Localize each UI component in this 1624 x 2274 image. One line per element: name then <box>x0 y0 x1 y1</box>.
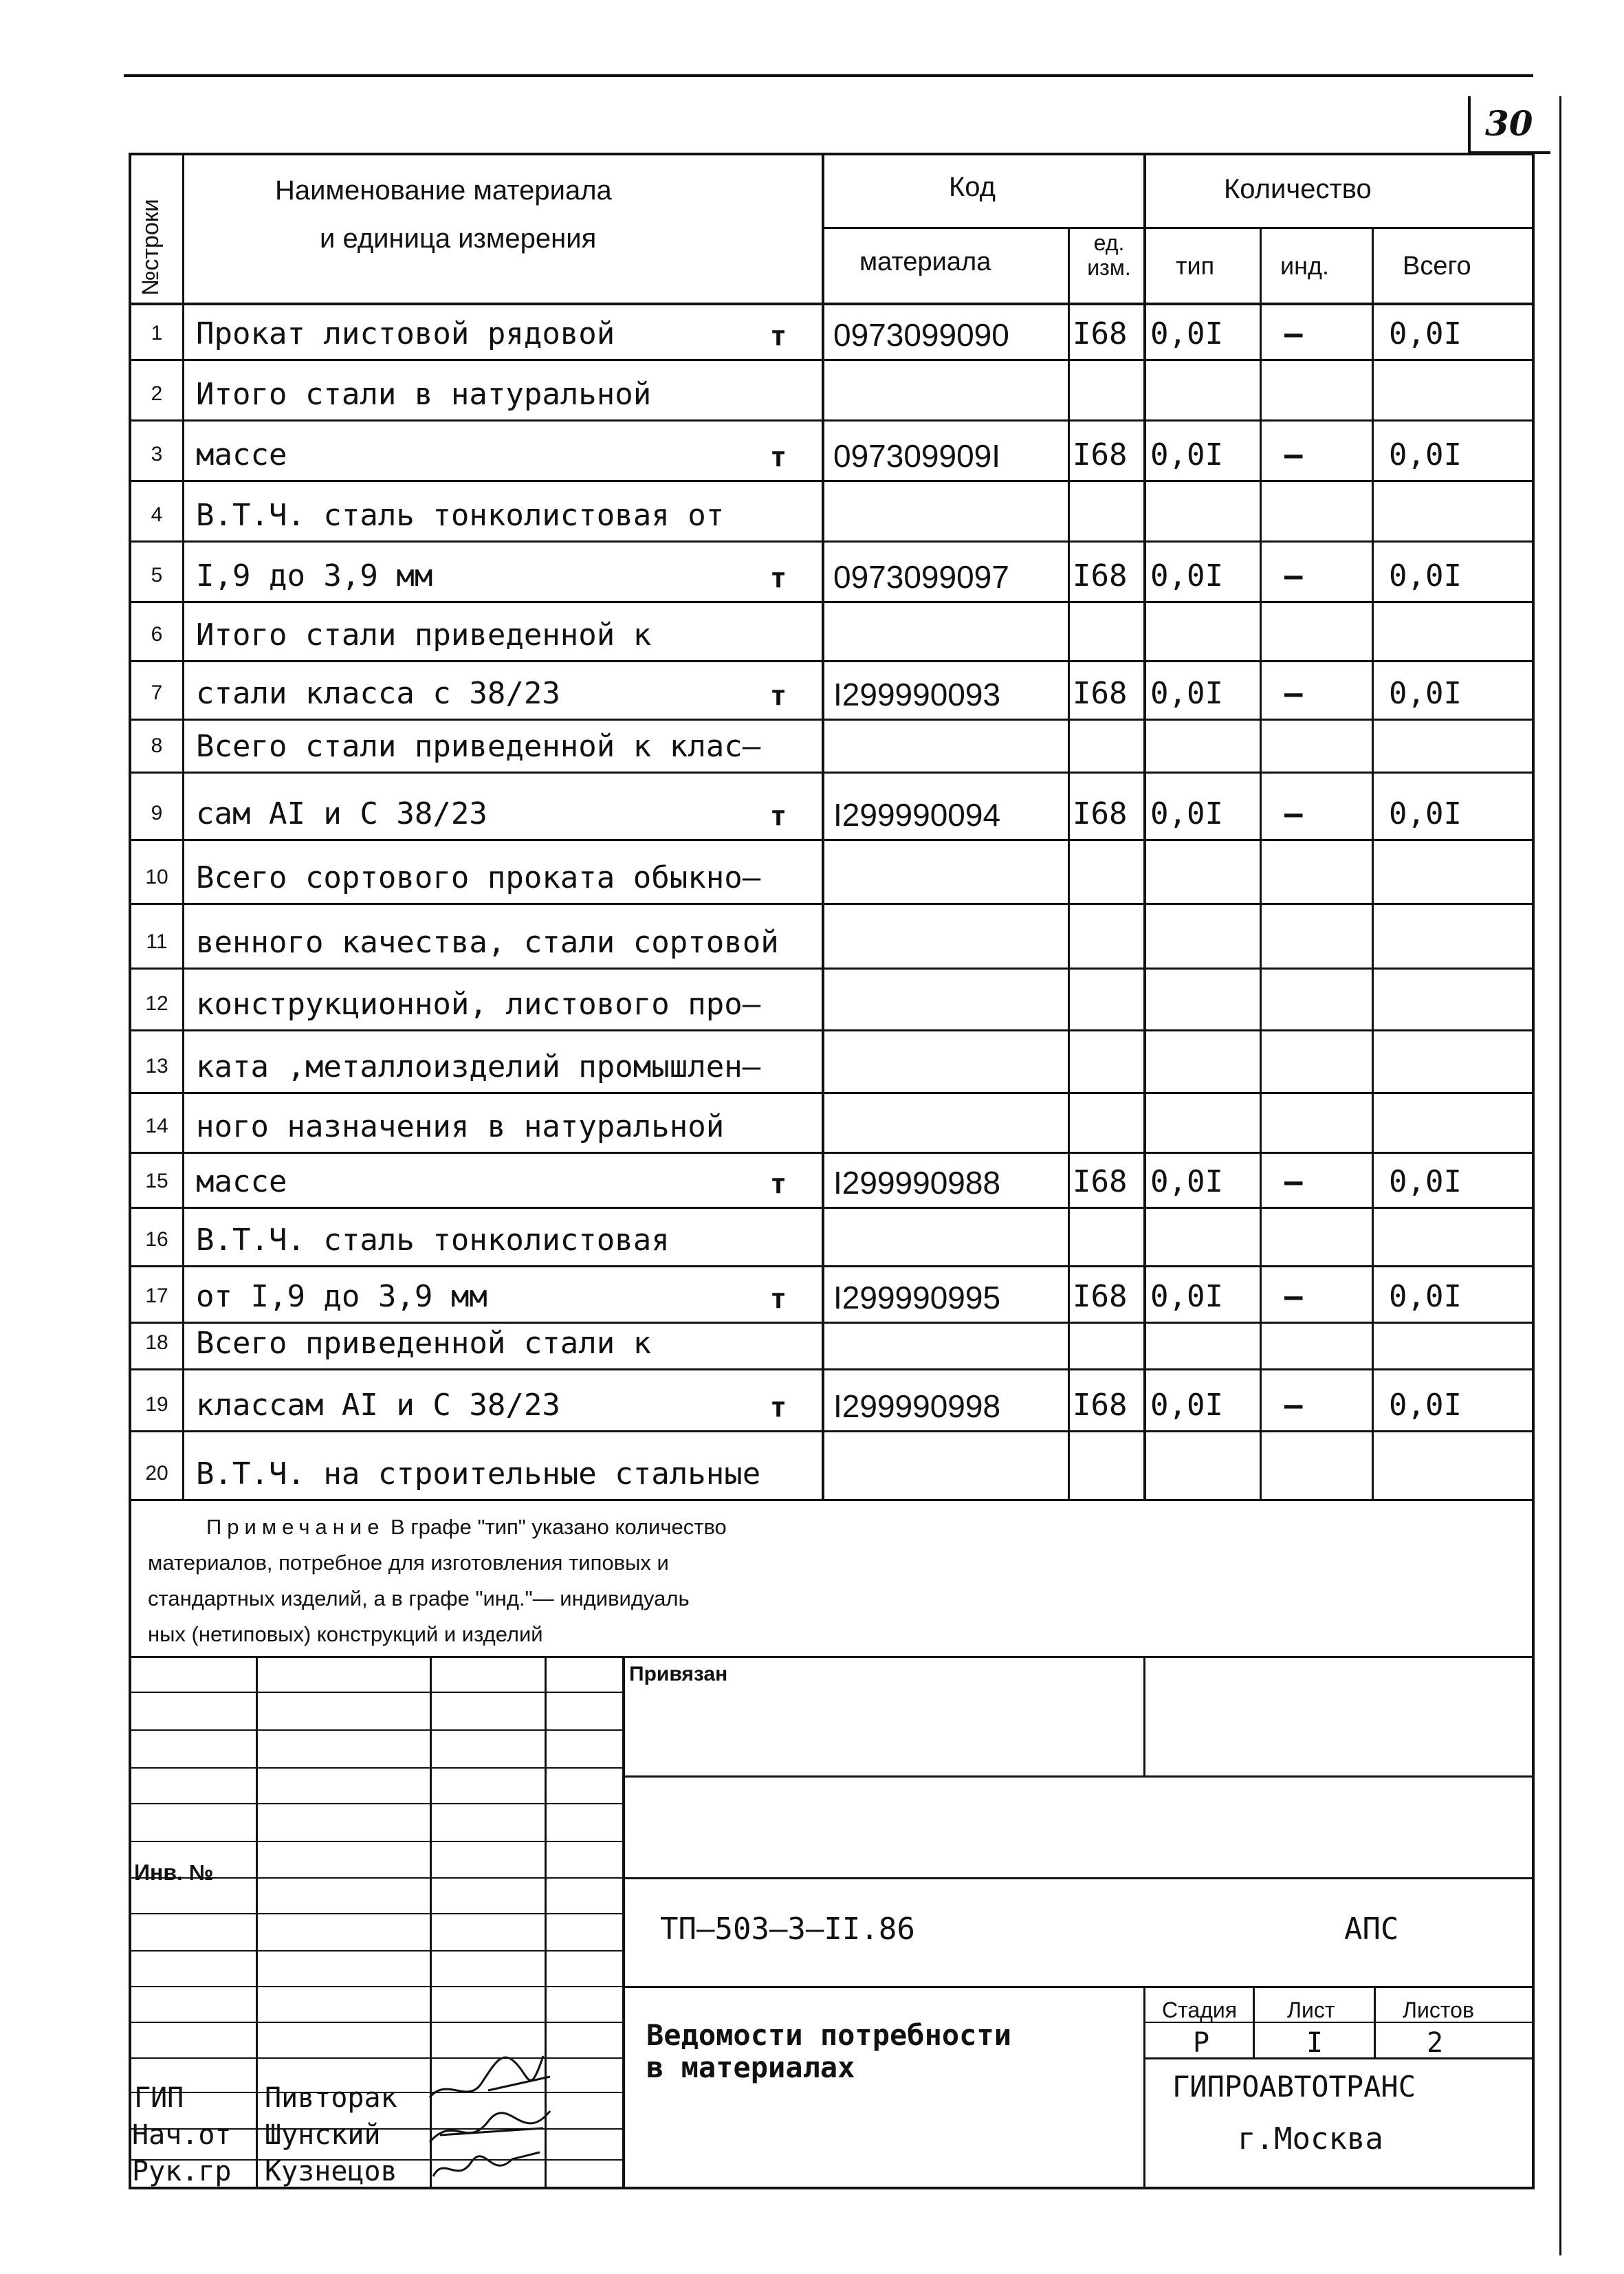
qty-total-value: 0,0I <box>1389 1164 1462 1199</box>
unit-mark: т <box>770 1392 787 1423</box>
material-name: В.Т.Ч. на строительные стальные <box>196 1456 761 1491</box>
unit-mark: т <box>770 562 787 594</box>
row-number: 8 <box>151 734 163 757</box>
row-number: 19 <box>145 1393 168 1416</box>
document-title-line1: Ведомости потребности <box>646 2018 1012 2052</box>
qty-ind-header: инд. <box>1280 252 1329 280</box>
row-number: 17 <box>145 1284 168 1307</box>
unit-mark: т <box>770 1168 787 1200</box>
material-code: 0973099090 <box>833 317 1009 353</box>
row-number: 12 <box>145 992 168 1015</box>
table-left <box>129 153 131 2188</box>
sheet-value: I <box>1306 2027 1324 2059</box>
header-bottom <box>129 303 1535 305</box>
qty-ind-value: – <box>1284 558 1303 593</box>
col-sep-2 <box>822 153 824 1500</box>
row-number: 1 <box>151 322 163 345</box>
qty-ind-value: – <box>1284 1388 1303 1423</box>
material-code: 097309909I <box>833 438 1001 474</box>
row-divider <box>129 903 1535 905</box>
qty-ind-value: – <box>1284 796 1303 831</box>
row-number: 10 <box>145 866 168 888</box>
signer-role-3: Рук.гр <box>132 2156 232 2187</box>
row-divider <box>129 540 1535 543</box>
material-name: от I,9 до 3,9 мм <box>196 1279 487 1314</box>
material-code: I299990998 <box>833 1388 1001 1424</box>
row-divider <box>129 1092 1535 1094</box>
material-name: В.Т.Ч. сталь тонколистовая <box>196 1223 670 1258</box>
row-divider <box>129 839 1535 841</box>
stamp-bound-bottom <box>622 1775 1535 1778</box>
material-name: ката ,металлоизделий промышлен– <box>196 1049 761 1084</box>
row-number: 20 <box>145 1462 168 1485</box>
stamp-grid-row <box>129 1803 622 1804</box>
stamp-main-divider <box>622 1656 625 2189</box>
city-name: г.Москва <box>1238 2121 1383 2156</box>
unit-code: I68 <box>1073 1279 1128 1314</box>
stamp-grid-row <box>129 1913 622 1914</box>
qty-total-value: 0,0I <box>1389 437 1462 472</box>
signature-1 <box>426 2035 564 2111</box>
stamp-code-top <box>622 1877 1535 1879</box>
unit-code: I68 <box>1073 1388 1128 1423</box>
note-line-3: стандартных изделий, а в графе "инд."— индивидуаль <box>148 1586 690 1610</box>
row-divider <box>129 772 1535 774</box>
qty-total-header: Всего <box>1403 252 1471 281</box>
qty-type-value: 0,0I <box>1150 1279 1223 1314</box>
signer-name-2: Шунский <box>265 2119 381 2151</box>
qty-type-value: 0,0I <box>1150 796 1223 831</box>
qty-total-value: 0,0I <box>1389 558 1462 593</box>
material-name: сам AI и С 38/23 <box>196 796 487 831</box>
code-material-header: материала <box>859 248 991 276</box>
note <box>148 1509 727 1652</box>
col-sep-3 <box>1068 227 1070 1500</box>
material-code: I299990995 <box>833 1280 1001 1315</box>
stage-value: Р <box>1193 2027 1210 2059</box>
qty-type-header: тип <box>1176 252 1215 280</box>
material-name: Итого стали приведенной к <box>196 617 652 653</box>
material-name: В.Т.Ч. сталь тонколистовая от <box>196 498 725 533</box>
unit-mark: т <box>770 1283 787 1315</box>
qty-type-value: 0,0I <box>1150 676 1223 711</box>
row-number: 9 <box>151 802 163 824</box>
qty-ind-value: – <box>1284 1279 1303 1314</box>
col-sep-4 <box>1143 153 1146 1500</box>
col-sep-5 <box>1260 227 1262 1500</box>
signer-name-3: Кузнецов <box>265 2156 397 2187</box>
material-code: I299990094 <box>833 797 1001 833</box>
header-mid <box>822 227 1535 229</box>
signer-role-2: Нач.от <box>132 2119 232 2151</box>
qty-ind-value: – <box>1284 437 1303 472</box>
bound-label: Привязан <box>629 1663 728 1685</box>
document-title-line2: в материалах <box>646 2051 855 2084</box>
qty-total-value: 0,0I <box>1389 316 1462 351</box>
qty-type-value: 0,0I <box>1150 316 1223 351</box>
row-divider <box>129 1322 1535 1324</box>
material-name: конструкционной, листового про– <box>196 987 761 1022</box>
row-divider <box>129 719 1535 721</box>
col-sep-1 <box>182 153 184 1500</box>
qty-type-value: 0,0I <box>1150 1164 1223 1199</box>
unit-code: I68 <box>1073 316 1128 351</box>
top-border <box>124 74 1533 77</box>
row-number: 15 <box>145 1170 168 1192</box>
table-top <box>129 153 1535 155</box>
name-header-line2: и единица измерения <box>320 223 597 254</box>
material-name: I,9 до 3,9 мм <box>196 558 433 593</box>
row-number: 7 <box>151 681 163 704</box>
stamp-bound-divider <box>1143 1656 1145 1776</box>
document-code: ТП–503–3–II.86 <box>660 1912 915 1947</box>
row-number-header: №строки <box>138 199 164 296</box>
qty-header: Количество <box>1224 174 1372 204</box>
stamp-grid-row <box>129 1950 622 1952</box>
qty-type-value: 0,0I <box>1150 558 1223 593</box>
row-divider <box>129 1207 1535 1209</box>
stamp-grid-col <box>256 1656 258 2189</box>
unit-mark: т <box>770 320 787 352</box>
qty-type-value: 0,0I <box>1150 1388 1223 1423</box>
stamp-top <box>129 1656 1535 1658</box>
unit-code: I68 <box>1073 676 1128 711</box>
material-name: Всего сортового проката обыкно– <box>196 860 761 895</box>
row-divider <box>129 660 1535 662</box>
sheet-box-left <box>1468 96 1471 155</box>
unit-mark: т <box>770 800 787 832</box>
row-number: 16 <box>145 1228 168 1251</box>
inventory-label: Инв. № <box>134 1860 214 1885</box>
material-name: массе <box>196 437 287 472</box>
stamp-org-divider <box>1143 1986 1145 2189</box>
signer-role-1: ГИП <box>134 2082 184 2114</box>
signer-name-1: Пивторак <box>265 2082 397 2114</box>
project-code: АПС <box>1344 1912 1399 1947</box>
sheets-value: 2 <box>1427 2027 1444 2059</box>
row-divider <box>129 1368 1535 1370</box>
sheets-label: Листов <box>1403 1998 1474 2022</box>
row-divider <box>129 1430 1535 1432</box>
sheet-mark: 30 <box>1485 103 1533 144</box>
qty-type-value: 0,0I <box>1150 437 1223 472</box>
page-edge <box>1559 96 1561 2255</box>
row-number: 13 <box>145 1055 168 1078</box>
material-name: массе <box>196 1164 287 1199</box>
qty-total-value: 0,0I <box>1389 1388 1462 1423</box>
name-header-line1: Наименование материала <box>275 175 612 206</box>
signature-3 <box>430 2149 543 2187</box>
stamp-grid-row <box>129 1841 622 1842</box>
sheet-label: Лист <box>1287 1998 1335 2022</box>
qty-ind-value: – <box>1284 316 1303 351</box>
row-divider <box>129 967 1535 970</box>
material-name: Всего приведенной стали к <box>196 1326 652 1361</box>
note-line-1: Примечание В графе "тип" указано количество <box>206 1515 727 1539</box>
row-number: 3 <box>151 443 163 466</box>
row-divider <box>129 1152 1535 1154</box>
qty-total-value: 0,0I <box>1389 676 1462 711</box>
stamp-grid-row <box>129 1729 622 1731</box>
row-number: 6 <box>151 623 163 646</box>
code-header: Код <box>949 172 996 202</box>
stamp-title-top <box>622 1986 1535 1988</box>
material-name: стали класса с 38/23 <box>196 676 560 711</box>
row-divider <box>129 601 1535 603</box>
row-divider <box>129 1499 1535 1501</box>
unit-mark: т <box>770 680 787 712</box>
note-line-4: ных (нетиповых) конструкций и изделий <box>148 1622 543 1646</box>
organization-name: ГИПРОАВТОТРАНС <box>1172 2070 1416 2103</box>
unit-code: I68 <box>1073 558 1128 593</box>
material-code: 0973099097 <box>833 559 1009 595</box>
material-name: Прокат листовой рядовой <box>196 316 615 351</box>
table-right <box>1532 153 1535 2188</box>
stamp-grid-row <box>129 2022 622 2023</box>
row-number: 2 <box>151 382 163 405</box>
qty-total-value: 0,0I <box>1389 1279 1462 1314</box>
row-number: 18 <box>145 1331 168 1354</box>
row-number: 11 <box>146 930 168 953</box>
col-sep-6 <box>1372 227 1374 1500</box>
material-name: венного качества, стали сортовой <box>196 925 779 960</box>
row-divider <box>129 1029 1535 1031</box>
stamp-grid-row <box>129 1767 622 1769</box>
stamp-stage-col2 <box>1374 1986 1376 2058</box>
row-divider <box>129 419 1535 422</box>
row-number: 14 <box>145 1115 168 1137</box>
row-number: 4 <box>151 503 163 526</box>
material-name: Итого стали в натуральной <box>196 377 652 412</box>
stamp-grid-row <box>129 1692 622 1693</box>
material-code: I299990988 <box>833 1165 1001 1201</box>
material-code: I299990093 <box>833 677 1001 712</box>
material-name: ного назначения в натуральной <box>196 1109 725 1144</box>
row-divider <box>129 480 1535 482</box>
note-label: Примечание <box>206 1515 385 1539</box>
row-number: 5 <box>151 564 163 587</box>
code-unit-header: ед. изм. <box>1087 230 1131 280</box>
qty-ind-value: – <box>1284 1164 1303 1199</box>
stamp-stage-col1 <box>1253 1986 1255 2058</box>
material-name: Всего стали приведенной к клас– <box>196 729 761 764</box>
unit-code: I68 <box>1073 1164 1128 1199</box>
unit-code: I68 <box>1073 796 1128 831</box>
unit-code: I68 <box>1073 437 1128 472</box>
unit-mark: т <box>770 441 787 473</box>
row-divider <box>129 359 1535 361</box>
material-name: классам AI и С 38/23 <box>196 1388 560 1423</box>
qty-ind-value: – <box>1284 676 1303 711</box>
stage-label: Стадия <box>1162 1998 1238 2022</box>
qty-total-value: 0,0I <box>1389 796 1462 831</box>
note-line-2: материалов, потребное для изготовления типовых и <box>148 1551 669 1575</box>
row-divider <box>129 1265 1535 1267</box>
stamp-grid-row <box>129 1986 622 1987</box>
